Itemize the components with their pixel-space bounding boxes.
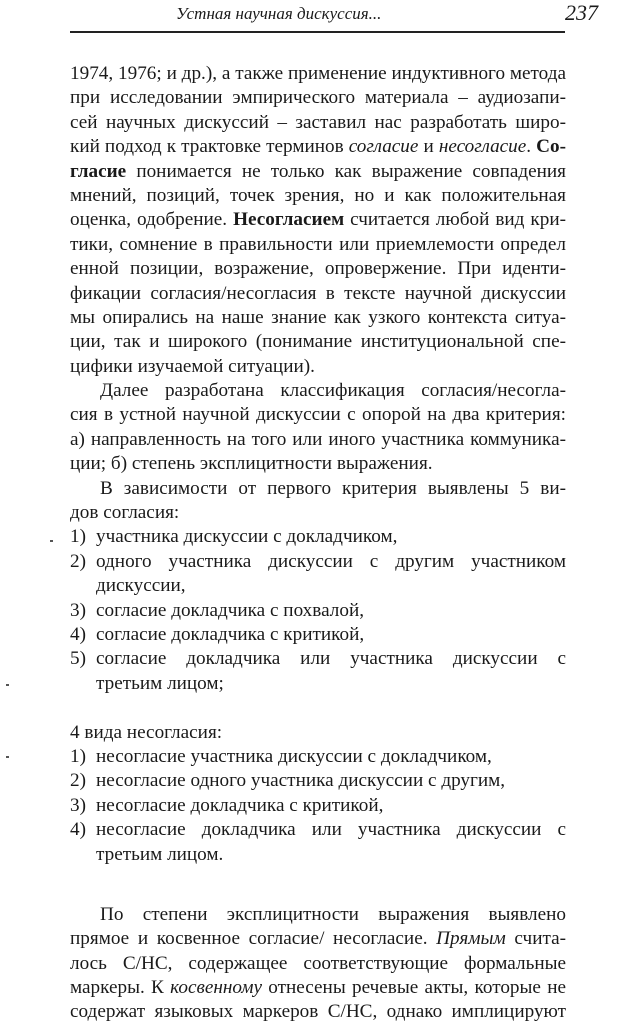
term-indirect: косвенному	[170, 977, 263, 999]
list-text: согласие докладчика с критикой,	[96, 623, 365, 645]
list-number: 2)	[70, 550, 86, 572]
paragraph-4	[70, 903, 566, 1025]
bold-term: Несогласием	[233, 209, 345, 231]
term-direct: Прямым	[436, 928, 506, 950]
text-span: маркеры. К	[70, 977, 171, 999]
list-item-continuation: третьим лицом;	[96, 672, 224, 694]
text-span: отнесены речевые акты, которые не	[262, 977, 566, 999]
text-line: фикации согласия/несогласия в тексте научной дискуссии	[70, 282, 566, 304]
text-line	[70, 135, 566, 159]
list-item	[70, 647, 566, 671]
text-line	[70, 160, 566, 184]
text-span: прямое и косвенное согласие/ несогласие.	[70, 928, 437, 950]
spacer	[70, 696, 566, 720]
list-item	[70, 769, 566, 793]
list-number: 1)	[70, 526, 86, 548]
text-line: лось С/НС, содержащее соответствующие формальные	[70, 952, 566, 974]
list-number: 4)	[70, 819, 86, 841]
text-span: кий подход к трактовке терминов	[70, 136, 349, 158]
list-text: несогласие докладчика или участника дискуссии с	[96, 819, 566, 841]
text-line: В зависимости от первого критерия выявлены 5 ви-	[100, 477, 566, 499]
list-number: 3)	[70, 599, 86, 621]
text-line: тики, сомнение в правильности или приемлемости определ	[70, 233, 566, 255]
paragraph-1	[70, 62, 566, 379]
text-span: понимается не только как выражение совпадения	[126, 160, 566, 182]
list-item	[70, 794, 566, 818]
scan-speck	[50, 540, 53, 542]
text-line: мы опирались на наше знание как узкого контекста ситуа-	[70, 306, 566, 328]
list-text: несогласие участника дискуссии с докладчиком,	[96, 745, 492, 767]
list-item-continuation: третьим лицом.	[96, 843, 224, 865]
list-item	[70, 550, 566, 574]
spacer	[70, 867, 566, 903]
scan-speck	[6, 684, 9, 686]
text-span: считается любой вид кри-	[344, 209, 566, 231]
list-text: одного участника дискуссии с другим участником	[96, 550, 566, 572]
text-span: .	[526, 136, 537, 158]
text-span: и	[418, 136, 439, 158]
text-line: енной позиции, возражение, опровержение. При иденти-	[70, 258, 566, 280]
text-line: мнений, позиций, точек зрения, но и как положительная	[70, 184, 566, 206]
text-line: сей научных дискуссий – заставил нас разработать широ-	[70, 111, 566, 133]
text-span: оценка, одобрение.	[70, 209, 234, 231]
bold-term: гласие	[70, 160, 127, 182]
text-line: ции, так и широкого (понимание институциональной спе-	[70, 331, 566, 353]
running-title: Устная научная дискуссия...	[176, 4, 382, 23]
bold-term: Со-	[536, 136, 567, 158]
scan-speck	[6, 756, 9, 758]
page-body	[70, 62, 566, 1025]
text-line: содержат языковых маркеров С/НС, однако имплицируют	[70, 1001, 566, 1023]
text-span: счита-	[505, 928, 566, 950]
text-line: цифики изучаемой ситуации).	[70, 355, 315, 377]
agreement-list	[70, 525, 566, 696]
list-text: несогласие докладчика с критикой,	[96, 794, 384, 816]
list-text: согласие докладчика или участника дискуссии с	[96, 648, 566, 670]
list-number: 3)	[70, 794, 86, 816]
list-item	[70, 599, 566, 623]
text-line: а) направленность на того или иного участника коммуника-	[70, 428, 566, 450]
page-header	[0, 0, 620, 36]
list-item	[70, 525, 566, 549]
text-line: дов согласия:	[70, 502, 180, 524]
text-line	[70, 208, 566, 232]
list-text: согласие докладчика с похвалой,	[96, 599, 365, 621]
term-agreement: согласие	[348, 136, 419, 158]
list-number: 5)	[70, 648, 86, 670]
text-line: при исследовании эмпирического материала – аудиозапи-	[70, 87, 566, 109]
list-number: 2)	[70, 770, 86, 792]
text-line: По степени эксплицитности выражения выявлено	[100, 903, 566, 925]
paragraph-3	[70, 477, 566, 526]
text-line: Далее разработана классификация согласия/несогла-	[100, 380, 566, 402]
paragraph-2	[70, 379, 566, 477]
text-line: ции; б) степень эксплицитности выражения.	[70, 453, 433, 475]
text-line	[70, 927, 566, 951]
text-line	[70, 976, 566, 1000]
term-disagreement: несогласие	[438, 136, 527, 158]
list-text: участника дискуссии с докладчиком,	[96, 526, 398, 548]
list-number: 1)	[70, 745, 86, 767]
disagreement-list	[70, 745, 566, 867]
disagreement-heading: 4 вида несогласия:	[70, 721, 223, 743]
list-item	[70, 745, 566, 769]
list-item-continuation: дискуссии,	[96, 575, 186, 597]
list-item	[70, 623, 566, 647]
list-text: несогласие одного участника дискуссии с другим,	[96, 770, 506, 792]
text-line: 1974, 1976; и др.), а также применение индуктивного метода	[70, 63, 566, 84]
list-item	[70, 818, 566, 842]
text-line: сия в устной научной дискуссии с опорой на два критерия:	[70, 404, 566, 426]
list-number: 4)	[70, 623, 86, 645]
header-rule	[70, 31, 565, 33]
page-number: 237	[565, 0, 598, 25]
